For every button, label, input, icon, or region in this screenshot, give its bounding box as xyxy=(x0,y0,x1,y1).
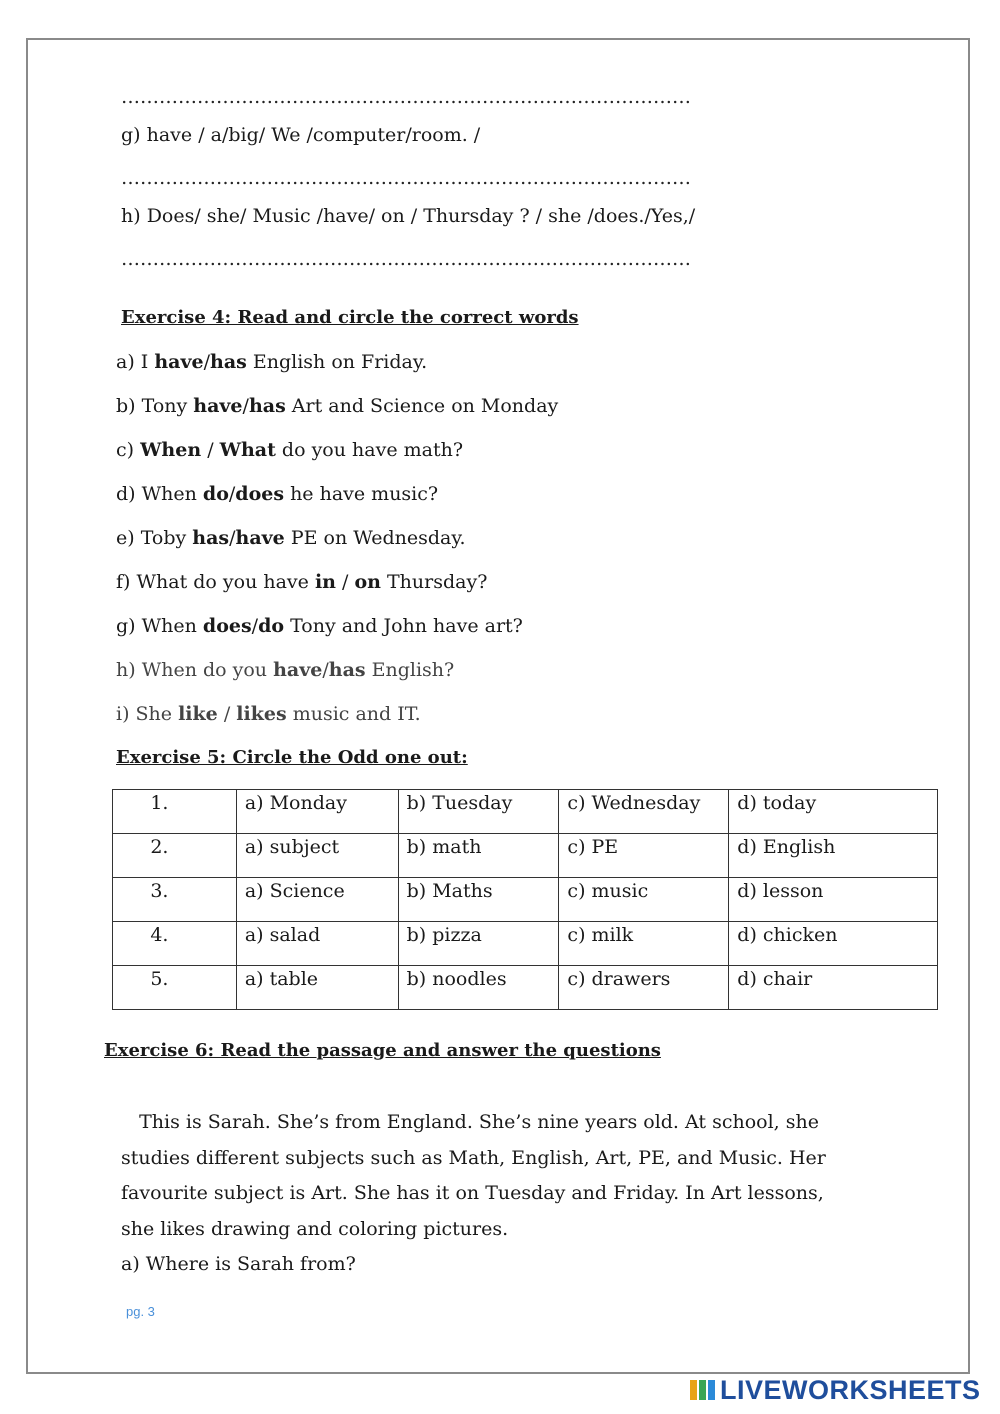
passage-line: This is Sarah. She’s from England. She’s nine years old. At school, she xyxy=(121,1111,819,1133)
table-row xyxy=(113,966,938,1010)
option-c[interactable]: c) PE xyxy=(559,834,729,878)
exercise4-item: b) Tony have/has Art and Science on Monday xyxy=(116,395,559,417)
question-a: a) Where is Sarah from? xyxy=(121,1253,356,1275)
option-c[interactable]: c) drawers xyxy=(559,966,729,1010)
option-c[interactable]: c) Wednesday xyxy=(559,790,729,834)
row-number: 4. xyxy=(113,922,237,966)
option-1[interactable]: have xyxy=(193,395,243,417)
table-row xyxy=(113,922,938,966)
logo-icon xyxy=(690,1377,716,1403)
option-1[interactable]: have xyxy=(273,659,323,681)
exercise6-heading: Exercise 6: Read the passage and answer the questions xyxy=(104,1040,661,1061)
row-number: 5. xyxy=(113,966,237,1010)
exercise4-item: c) When / What do you have math? xyxy=(116,439,464,461)
exercise4-item: g) When does/do Tony and John have art? xyxy=(116,615,523,637)
liveworksheets-logo xyxy=(690,1374,981,1406)
option-b[interactable]: b) Tuesday xyxy=(398,790,559,834)
exercise5-heading: Exercise 5: Circle the Odd one out: xyxy=(116,747,468,768)
option-d[interactable]: d) English xyxy=(729,834,938,878)
row-number: 3. xyxy=(113,878,237,922)
exercise4-heading: Exercise 4: Read and circle the correct words xyxy=(121,307,579,328)
option-d[interactable]: d) lesson xyxy=(729,878,938,922)
option-2[interactable]: has xyxy=(210,351,247,373)
exercise4-item: e) Toby has/have PE on Wednesday. xyxy=(116,527,466,549)
reading-passage xyxy=(121,1105,881,1283)
option-d[interactable]: d) chair xyxy=(729,966,938,1010)
option-1[interactable]: When xyxy=(140,439,202,461)
exercise4-item: d) When do/does he have music? xyxy=(116,483,439,505)
option-2[interactable]: has xyxy=(328,659,366,681)
option-2[interactable]: likes xyxy=(236,703,287,725)
option-2[interactable]: does xyxy=(235,483,285,505)
option-c[interactable]: c) milk xyxy=(559,922,729,966)
table-row xyxy=(113,790,938,834)
option-c[interactable]: c) music xyxy=(559,878,729,922)
passage-line: studies different subjects such as Math, English, Art, PE, and Music. Her xyxy=(121,1146,826,1169)
option-1[interactable]: has xyxy=(192,527,230,549)
option-b[interactable]: b) pizza xyxy=(398,922,559,966)
passage-line: favourite subject is Art. She has it on Tuesday and Friday. In Art lessons, xyxy=(121,1182,824,1204)
option-d[interactable]: d) today xyxy=(729,790,938,834)
option-1[interactable]: have xyxy=(154,351,204,373)
option-a[interactable]: a) salad xyxy=(236,922,398,966)
option-b[interactable]: b) noodles xyxy=(398,966,559,1010)
option-1[interactable]: do xyxy=(202,483,229,505)
option-2[interactable]: What xyxy=(219,439,276,461)
brand-name: LIVEWORKSHEETS xyxy=(720,1374,981,1405)
odd-one-out-table xyxy=(112,789,938,1010)
option-2[interactable]: do xyxy=(258,615,285,637)
option-b[interactable]: b) math xyxy=(398,834,559,878)
passage-line: she likes drawing and coloring pictures. xyxy=(121,1217,509,1240)
page-number: pg. 3 xyxy=(126,1304,155,1319)
row-number: 2. xyxy=(113,834,237,878)
option-2[interactable]: have xyxy=(235,527,285,549)
answer-line-f: ……………………………………………………………………………… xyxy=(121,86,691,108)
option-1[interactable]: like xyxy=(178,703,218,725)
option-1[interactable]: does xyxy=(202,615,252,637)
option-a[interactable]: a) Science xyxy=(236,878,398,922)
option-2[interactable]: has xyxy=(248,395,286,417)
sentence-h: h) Does/ she/ Music /have/ on / Thursday ? / she /does./Yes,/ xyxy=(121,205,696,227)
option-2[interactable]: on xyxy=(354,571,381,593)
option-a[interactable]: a) subject xyxy=(236,834,398,878)
exercise4-item: i) She like / likes music and IT. xyxy=(116,703,421,725)
option-a[interactable]: a) table xyxy=(236,966,398,1010)
table-row xyxy=(113,878,938,922)
option-b[interactable]: b) Maths xyxy=(398,878,559,922)
row-number: 1. xyxy=(113,790,237,834)
option-1[interactable]: in xyxy=(314,571,336,593)
option-d[interactable]: d) chicken xyxy=(729,922,938,966)
sentence-g: g) have / a/big/ We /computer/room. / xyxy=(121,124,481,146)
answer-line-g: ……………………………………………………………………………… xyxy=(121,167,691,189)
answer-line-h: ……………………………………………………………………………… xyxy=(121,248,691,270)
exercise4-item: f) What do you have in / on Thursday? xyxy=(116,571,488,593)
exercise4-item: a) I have/has English on Friday. xyxy=(116,351,428,373)
exercise4-item: h) When do you have/has English? xyxy=(116,659,455,681)
table-row xyxy=(113,834,938,878)
option-a[interactable]: a) Monday xyxy=(236,790,398,834)
